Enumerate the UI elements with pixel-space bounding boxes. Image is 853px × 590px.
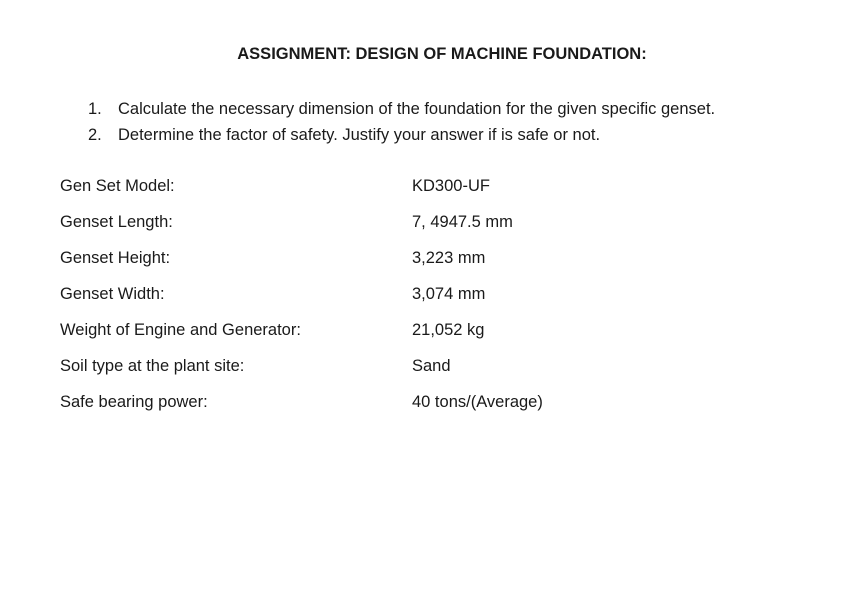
spec-value: 40 tons/(Average) <box>412 393 543 411</box>
spec-label: Gen Set Model: <box>60 177 175 195</box>
task-list <box>88 96 715 148</box>
task-item <box>88 122 715 148</box>
task-item <box>88 96 715 122</box>
spec-label: Weight of Engine and Generator: <box>60 321 301 339</box>
spec-value: KD300-UF <box>412 177 490 195</box>
spec-label: Genset Length: <box>60 213 173 231</box>
spec-row-width <box>60 280 543 316</box>
spec-label: Soil type at the plant site: <box>60 357 245 375</box>
document-title: ASSIGNMENT: DESIGN OF MACHINE FOUNDATION: <box>237 45 647 63</box>
spec-label: Safe bearing power: <box>60 393 208 411</box>
spec-row-length <box>60 208 543 244</box>
spec-label: Genset Height: <box>60 249 171 267</box>
spec-row-height <box>60 244 543 280</box>
spec-row-model <box>60 172 543 208</box>
spec-table <box>60 172 543 424</box>
task-text: Determine the factor of safety. Justify your answer if is safe or not. <box>118 126 601 144</box>
spec-value: 3,223 mm <box>412 249 486 267</box>
spec-row-soil <box>60 352 543 388</box>
spec-row-bearing <box>60 388 543 424</box>
task-number: 2. <box>88 126 102 144</box>
spec-value: 21,052 kg <box>412 321 485 339</box>
spec-value: 7, 4947.5 mm <box>412 213 513 231</box>
task-text: Calculate the necessary dimension of the foundation for the given specific genset. <box>118 100 716 118</box>
spec-value: 3,074 mm <box>412 285 486 303</box>
spec-label: Genset Width: <box>60 285 165 303</box>
spec-value: Sand <box>412 357 451 375</box>
task-number: 1. <box>88 100 102 118</box>
spec-row-weight <box>60 316 543 352</box>
